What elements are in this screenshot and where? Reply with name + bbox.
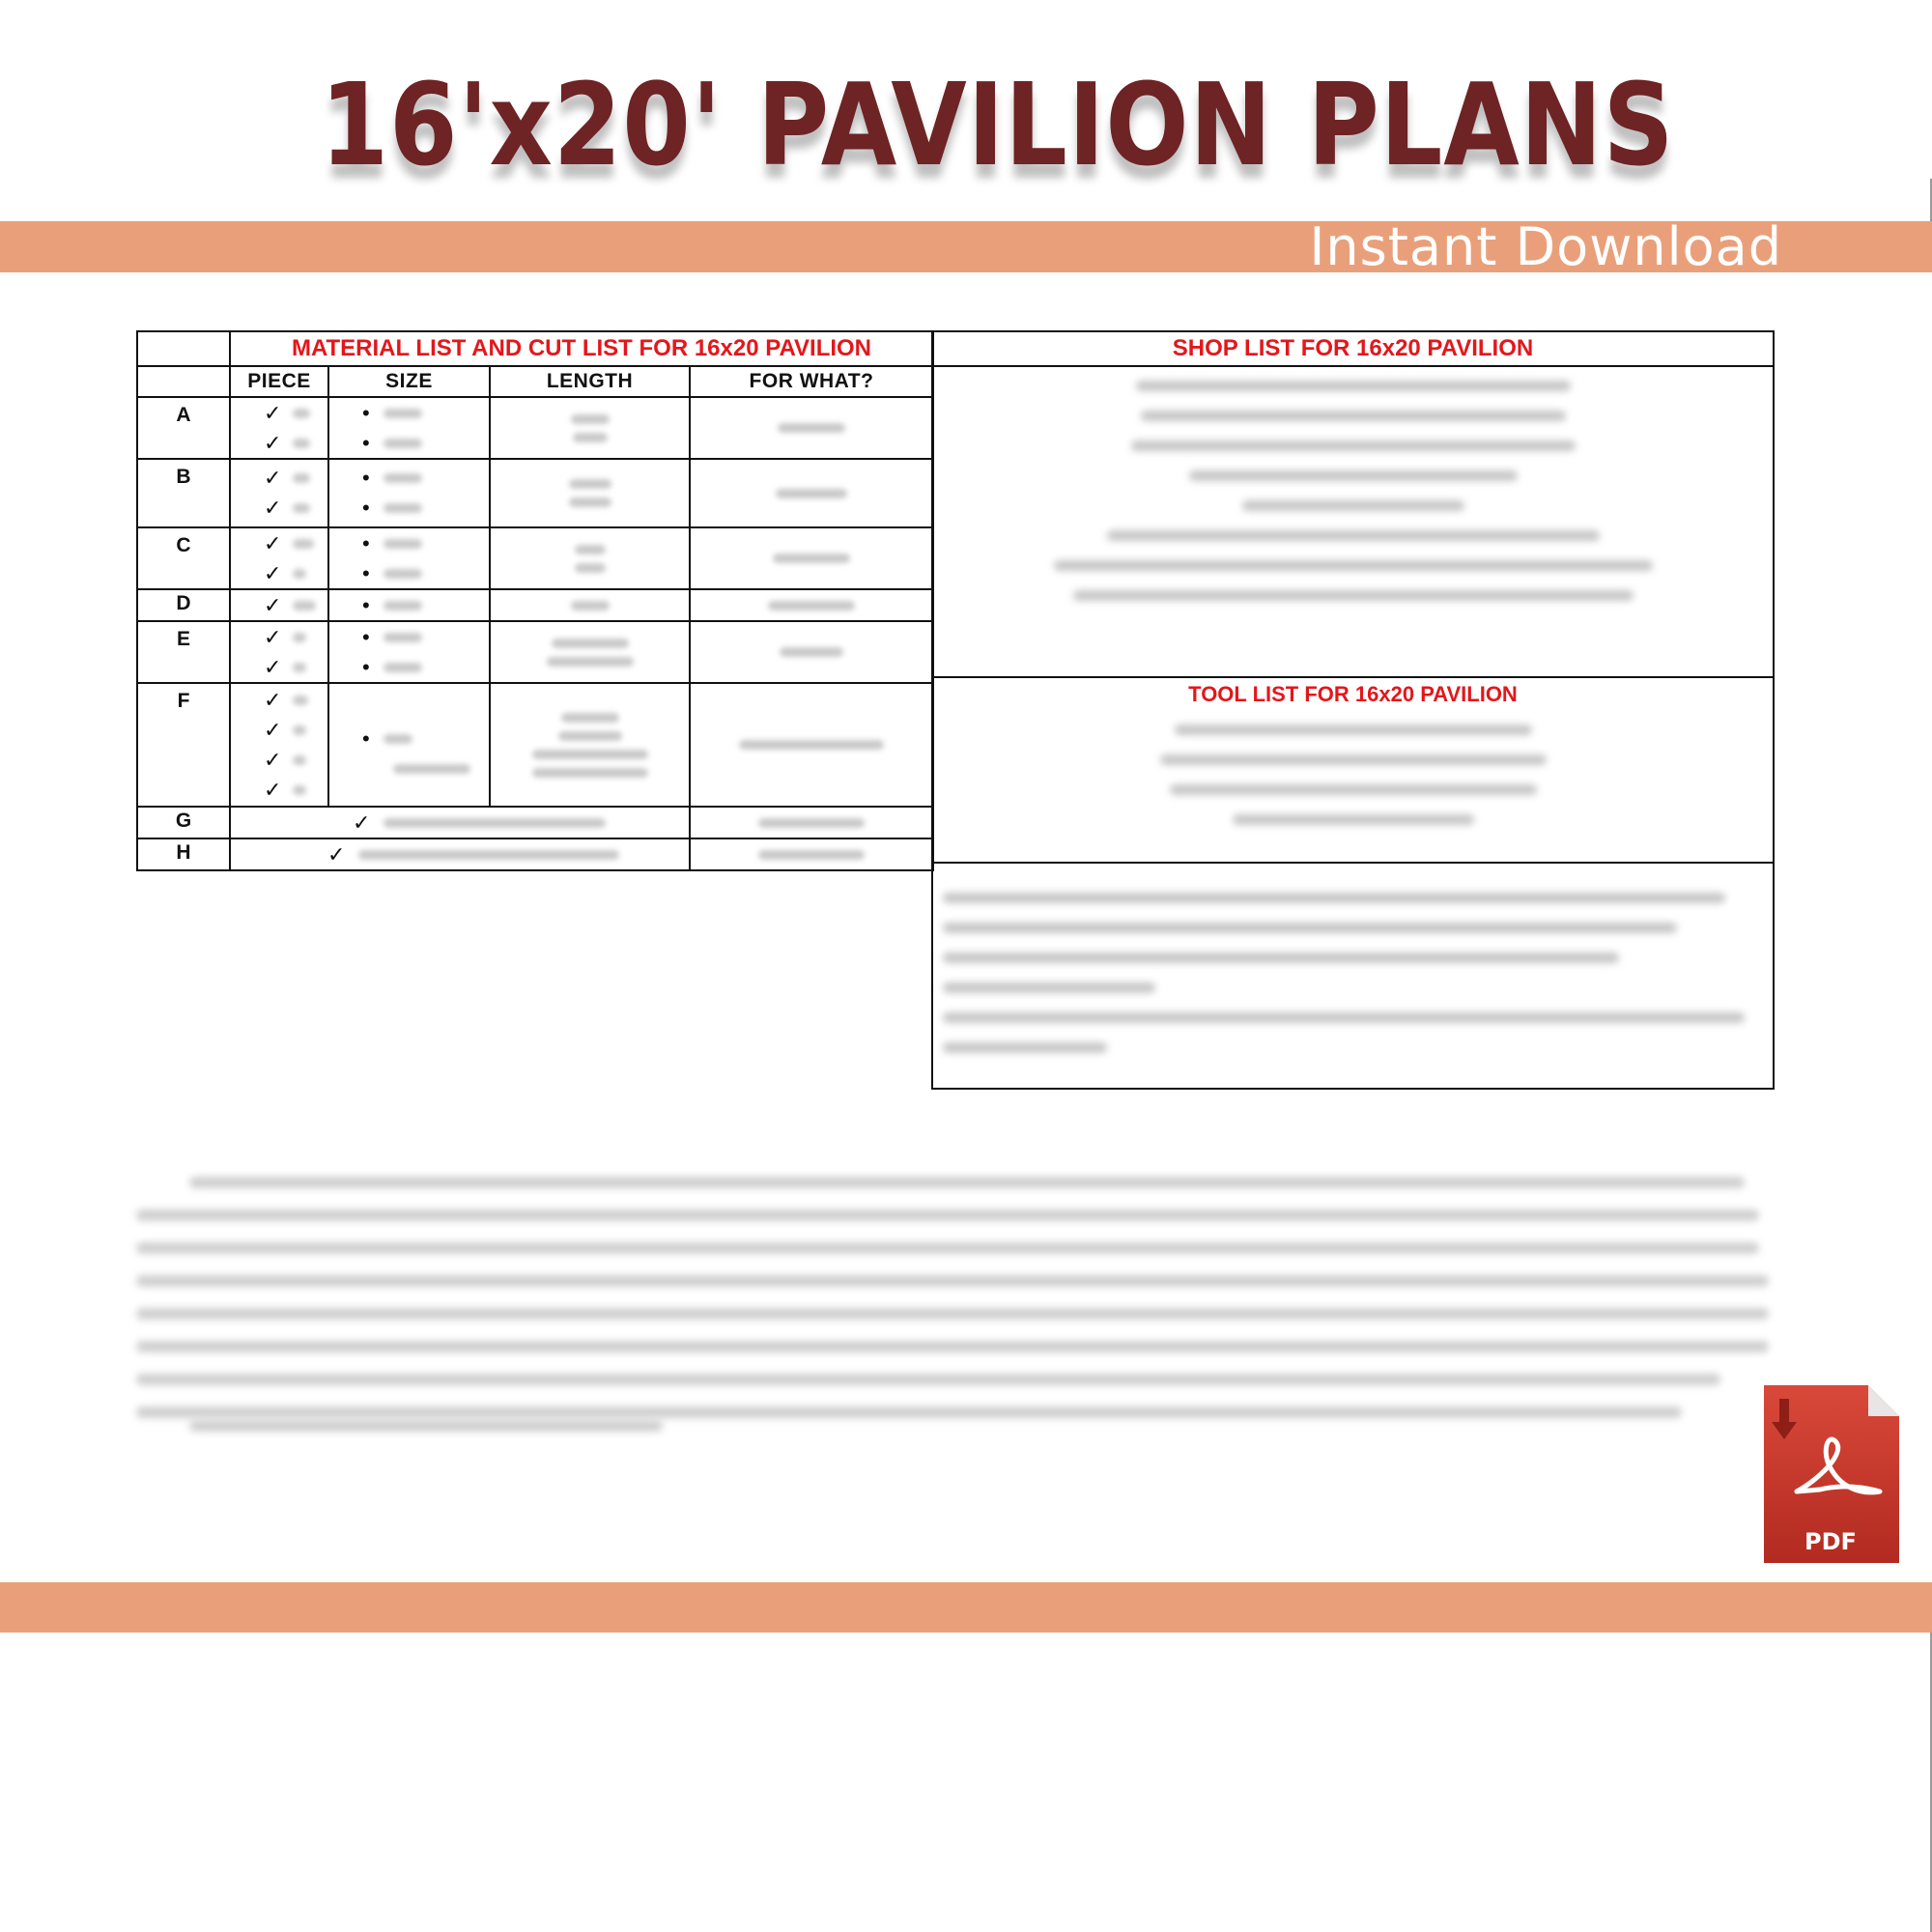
top-banner [0, 216, 1932, 277]
table-row: G ✓ [137, 807, 933, 838]
row-letter-g: G [137, 807, 230, 838]
bullet-icon: • [362, 430, 370, 455]
pdf-label: PDF [1804, 1528, 1857, 1555]
row-letter-f: F [137, 683, 230, 807]
row-letter-a: A [137, 397, 230, 459]
table-row: C ✓ ✓ • • [137, 527, 933, 589]
shop-list-heading: SHOP LIST FOR 16x20 PAVILION [1172, 335, 1534, 361]
column-header-length: LENGTH [490, 366, 690, 397]
checkmark-icon: ✓ [264, 430, 282, 455]
bottom-banner [0, 1582, 1932, 1633]
table-row: E ✓ ✓ • • [137, 621, 933, 683]
banner-instant-download: Instant Download [1309, 216, 1782, 277]
material-cut-list-table [136, 330, 934, 871]
tool-list-cell [932, 677, 1774, 863]
page-title: 16'x20' PAVILION PLANS [320, 58, 1675, 191]
bullet-icon: • [362, 400, 370, 425]
row-letter-h: H [137, 838, 230, 870]
note-cell [932, 863, 1774, 1089]
pdf-file-icon [1760, 1383, 1901, 1567]
row-letter-d: D [137, 589, 230, 621]
table-row: D ✓ • [137, 589, 933, 621]
table-row [137, 397, 933, 459]
row-letter-b: B [137, 459, 230, 527]
table-row: F ✓ ✓ ✓ ✓ • [137, 683, 933, 807]
column-header-for-what: FOR WHAT? [690, 366, 933, 397]
table-row: H ✓ [137, 838, 933, 870]
column-header-piece: PIECE [230, 366, 328, 397]
row-letter-c: C [137, 527, 230, 589]
column-header-size: SIZE [328, 366, 490, 397]
checkmark-icon: ✓ [264, 400, 282, 425]
row-letter-e: E [137, 621, 230, 683]
shop-list-body [932, 366, 1774, 677]
table-row: B ✓ ✓ • • [137, 459, 933, 527]
tool-list-heading: TOOL LIST FOR 16x20 PAVILION [1188, 682, 1518, 706]
shop-list-table [931, 330, 1775, 1090]
material-table-heading: MATERIAL LIST AND CUT LIST FOR 16x20 PAVILION [230, 331, 933, 366]
